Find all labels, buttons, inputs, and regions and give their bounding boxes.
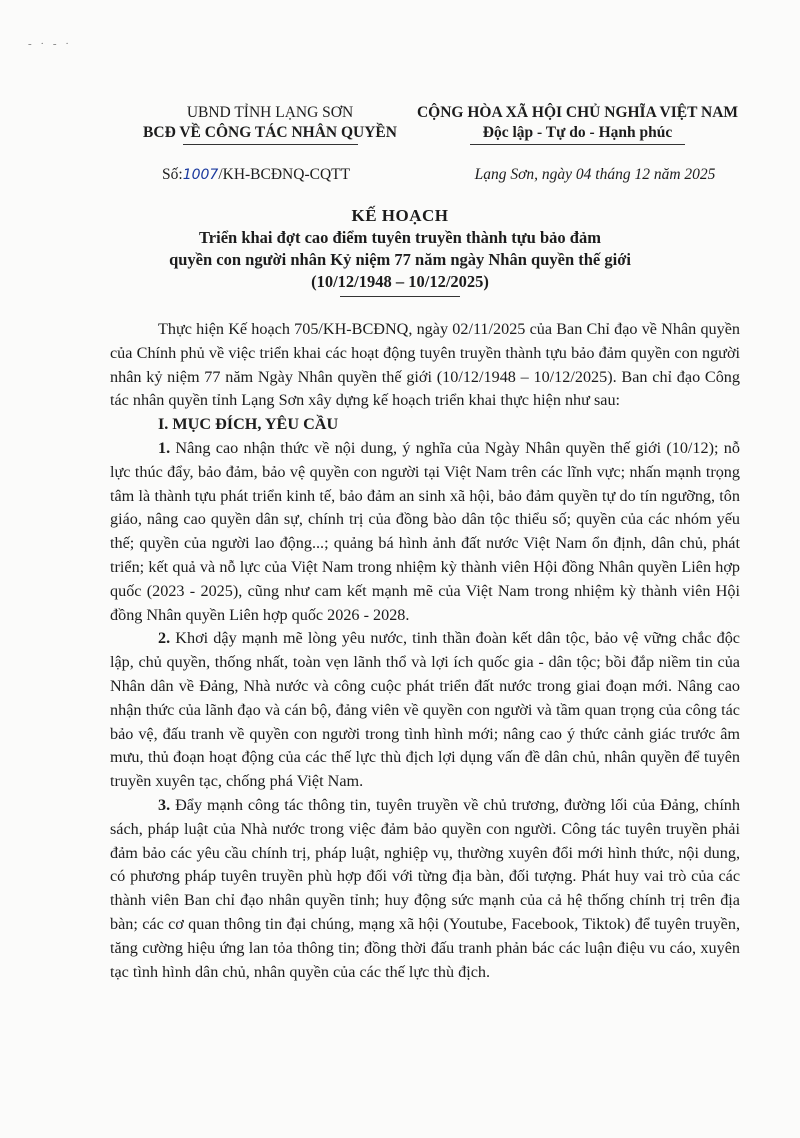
place-date: Lạng Sơn, ngày 04 tháng 12 năm 2025 (474, 166, 716, 183)
title-underline (340, 296, 460, 297)
nation-name: CỘNG HÒA XÃ HỘI CHỦ NGHĨA VIỆT NAM (416, 104, 739, 121)
agency-top: UBND TỈNH LẠNG SƠN (186, 104, 354, 121)
item-text: Đẩy mạnh công tác thông tin, tuyên truyền về chủ trương, đường lối của Đảng, chính sách, pháp luật của Nhà nước trong việc đảm bảo quyền con người. Công tác tuyên truyền phải đảm bảo các yêu cầu chính trị, pháp luật, nghiệp vụ, thường xuyên đổi mới hình thức, nội dung, có phương pháp tuyên truyền phù hợp đối với từng địa bàn, đối tượng. Phát huy vai trò của các thành viên Ban chỉ đạo nhân quyền tỉnh; huy động sức mạnh của cả hệ thống chính trị trên địa bàn; các cơ quan thông tin đại chúng, mạng xã hội (Youtube, Facebook, Tiktok) để tuyên truyền, tăng cường hiệu ứng lan tỏa thông tin; đồng thời đấu tranh phản bác các luận điệu vu cáo, xuyên tạc tình hình dân chủ, nhân quyền của các thế lực thù địch. (110, 795, 740, 981)
doc-number-prefix: Số: (162, 166, 183, 183)
agency-underline (183, 144, 358, 145)
document-body (110, 318, 740, 984)
document-title (100, 205, 700, 297)
section-item (110, 627, 740, 794)
document-number (162, 166, 350, 184)
agency-header (140, 103, 400, 145)
item-number: 2. (158, 629, 171, 648)
agency-name: BCĐ VỀ CÔNG TÁC NHÂN QUYỀN (143, 124, 397, 141)
title-line-3: (10/12/1948 – 10/12/2025) (311, 272, 489, 291)
section-item (110, 794, 740, 984)
doc-number-suffix: /KH-BCĐNQ-CQTT (218, 166, 351, 183)
title-line-1: Triển khai đợt cao điểm tuyên truyền thành tựu bảo đảm (199, 228, 601, 247)
national-header (395, 103, 760, 145)
item-number: 1. (158, 438, 171, 457)
title-main: KẾ HOẠCH (351, 206, 449, 225)
item-text: Nâng cao nhận thức về nội dung, ý nghĩa của Ngày Nhân quyền thế giới (10/12); nỗ lực thúc đẩy, bảo đảm, bảo vệ quyền con người tại Việt Nam trên các lĩnh vực; nhấn mạnh trọng tâm là thành tựu phát triển kinh tế, bảo đảm an sinh xã hội, bảo đảm quyền tự do tín ngưỡng, tôn giáo, nâng cao quyền dân sự, chính trị của đồng bào dân tộc thiểu số; quyền của các nhóm yếu thế; quyền của người lao động...; quảng bá hình ảnh đất nước Việt Nam ổn định, dân chủ, phát triển; kết quả và nỗ lực của Việt Nam trong nhiệm kỳ thành viên Hội đồng Nhân quyền Liên hợp quốc (2023 - 2025), cũng như cam kết mạnh mẽ của Việt Nam trong nhiệm kỳ thành viên Hội đồng Nhân quyền Liên hợp quốc 2026 - 2028. (110, 438, 740, 624)
doc-number-handwritten: 1007 (182, 167, 219, 183)
title-line-2: quyền con người nhân Kỷ niệm 77 năm ngày Nhân quyền thế giới (169, 250, 631, 269)
section-heading: I. MỤC ĐÍCH, YÊU CẦU (158, 415, 339, 434)
motto-underline (470, 144, 685, 145)
national-motto: Độc lập - Tự do - Hạnh phúc (482, 124, 673, 141)
section-item (110, 437, 740, 627)
item-text: Khơi dậy mạnh mẽ lòng yêu nước, tinh thần đoàn kết dân tộc, bảo vệ vững chắc độc lập, chủ quyền, thống nhất, toàn vẹn lãnh thổ và lợi ích quốc gia - dân tộc; bồi đắp niềm tin của Nhân dân về Đảng, Nhà nước và công cuộc phát triển đất nước trong giai đoạn mới. Nâng cao nhận thức của lãnh đạo và cán bộ, đảng viên về quyền con người và tầm quan trọng của công tác bảo vệ, đấu tranh về quyền con người trong tình hình mới; nâng cao ý thức cảnh giác trước âm mưu, thủ đoạn hoạt động của các thế lực thù địch lợi dụng vấn đề dân chủ, nhân quyền để tuyên truyền xuyên tạc, chống phá Việt Nam. (110, 629, 740, 791)
scan-mark: - · - · (28, 38, 72, 50)
item-number: 3. (158, 795, 171, 814)
intro-paragraph: Thực hiện Kế hoạch 705/KH-BCĐNQ, ngày 02/11/2025 của Ban Chỉ đạo về Nhân quyền của Chính phủ về việc triển khai các hoạt động tuyên truyền thành tựu bảo đảm quyền con người nhân kỷ niệm 77 năm Ngày Nhân quyền thế giới (10/12/1948 – 10/12/2025). Ban chỉ đạo Công tác nhân quyền tỉnh Lạng Sơn xây dựng kế hoạch triển khai thực hiện như sau: (110, 320, 740, 410)
